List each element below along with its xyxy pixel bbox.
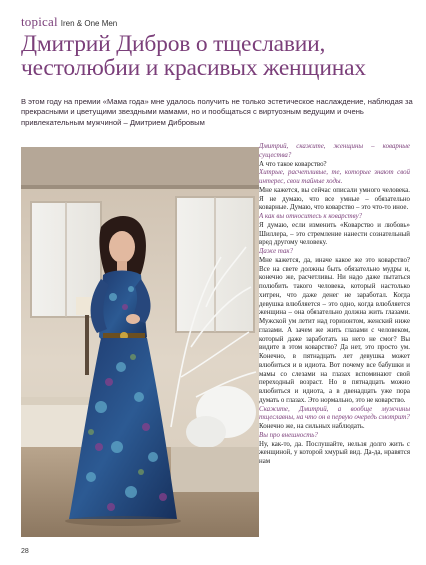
interview-question: Дмитрий, скажите, женщины – коварные существа? [259, 143, 410, 159]
interview-answer: Мне кажется, да, иначе какое же это коварство? Все на свете должны быть обязательно мудры и, конечно же, расчетливы. Ни надо даже пытаться полюбить такого человека, который настолько хитрен, что даже денег не заработал. Когда девушка влюбляется – это одно, когда влюбляется женщина – она обязательно должна жить глазами. Мужской ум летит над горизонтом, женский ниже глазами. А зачем же жить глазами с человеком, который даже заработать на него не смог? Вы видите в этом коварство? Да нет, это просто ум. Конечно, в пятнадцать лет девушка может влюбиться и в идиота. Вот почему все бабушки и мамы со слезами на глазах вспоминают свой переходный возраст. Но в пятнадцать можно влюбиться и идиота, а в двенадцать уже пора думать о глазах. Это нормально, это не коварство. [259, 256, 410, 404]
article-body-column [259, 143, 410, 543]
article-photo [21, 147, 259, 537]
article-title: Дмитрий Дибров о тщеславии, честолюбии и красивых женщинах [21, 31, 366, 81]
rubric-label: topical [21, 14, 58, 29]
interview-question: Вы про внешность? [259, 431, 318, 439]
interview-question: А как вы относитесь к коварству? [259, 213, 363, 220]
section-header [21, 14, 117, 28]
interview-answer: Мне кажется, вы сейчас описали умного человека. Я не думаю, что все умные – обязательно коварные. Думаю, что коварство – это что-то иное. [259, 186, 410, 212]
interview-answer: Конечно же, на сильных наблюдать. [259, 423, 365, 430]
article-lead: В этом году на премии «Мама года» мне удалось получить не только эстетическое наслаждение, наблюдая за прекрасными и цветущими звездными мамами, но и пообщаться с виртуозным ведущим и очень привлекательным мужчиной – Дмитрием Дибровым [21, 97, 413, 127]
interview-answer: Я думаю, если изменить «Коварство и любовь» Шиллера, – это стремление нанести сознательный вред другому человеку. [259, 221, 410, 247]
page-number: 28 [21, 548, 29, 555]
subrubric-label: Iren & One Men [60, 19, 118, 28]
interview-question: Хитрые, расчетливые, те, которые знают свой интерес, свои тайные ходы. [259, 169, 410, 185]
interview-question: Скажите, Дмитрий, а вообще мужчины тщеславны, на что он в первую очередь смотрит? [259, 405, 410, 422]
interview-question: Даже так? [259, 248, 294, 255]
interview-answer: Ну, как-то, да. Послушайте, нельзя долго жить с женщиной, у которой хмурый вид. Да-да, нравятся нам [259, 440, 410, 465]
interview-answer: А что такое коварство? [259, 160, 327, 168]
